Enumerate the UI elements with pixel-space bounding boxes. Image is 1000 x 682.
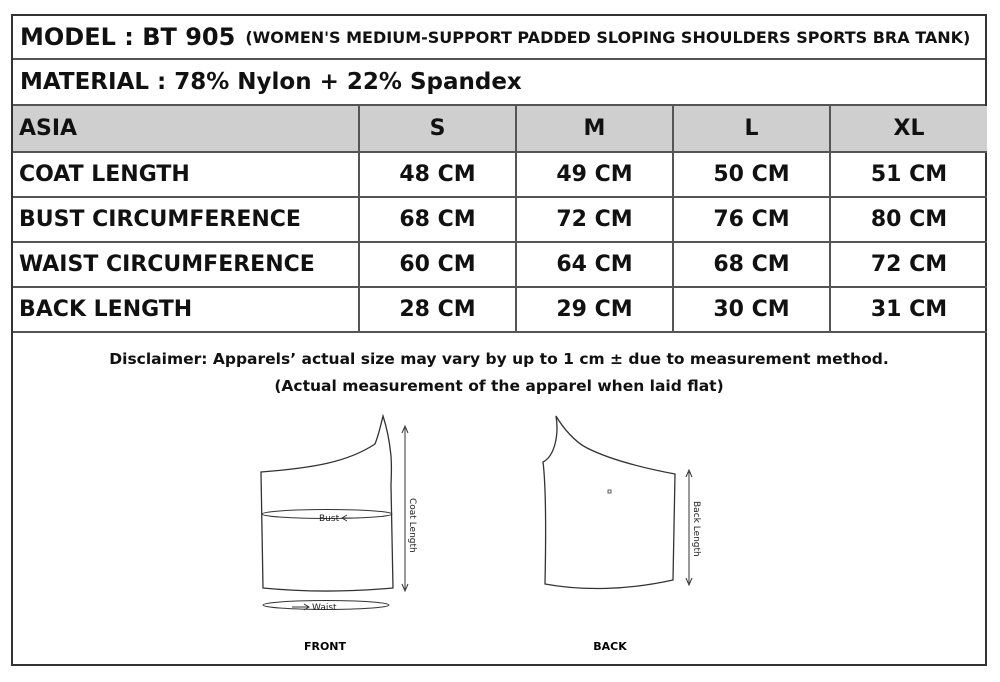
- table-cell: 68 CM: [359, 197, 516, 242]
- table-cell: 72 CM: [516, 197, 673, 242]
- column-header: XL: [830, 106, 987, 152]
- material-text: MATERIAL : 78% Nylon + 22% Spandex: [20, 69, 522, 95]
- table-cell: 31 CM: [830, 287, 987, 332]
- table-cell: 29 CM: [516, 287, 673, 332]
- row-label: BUST CIRCUMFERENCE: [13, 197, 359, 242]
- table-cell: 49 CM: [516, 152, 673, 197]
- row-label: WAIST CIRCUMFERENCE: [13, 242, 359, 287]
- disclaimer-note: (Actual measurement of the apparel when laid flat): [274, 377, 724, 395]
- table-cell: 50 CM: [673, 152, 830, 197]
- column-header: ASIA: [13, 106, 359, 152]
- front-garment: [261, 416, 408, 610]
- back-length-label: Back Length: [691, 501, 701, 557]
- table-cell: 76 CM: [673, 197, 830, 242]
- bust-label: Bust: [319, 514, 340, 524]
- table-cell: 48 CM: [359, 152, 516, 197]
- size-chart-frame: [11, 14, 987, 666]
- table-cell: 68 CM: [673, 242, 830, 287]
- table-cell: 72 CM: [830, 242, 987, 287]
- waist-label: Waist: [312, 603, 337, 613]
- front-caption: FRONT: [303, 640, 347, 653]
- column-header: S: [359, 106, 516, 152]
- back-garment: [543, 416, 692, 589]
- table-cell: 28 CM: [359, 287, 516, 332]
- back-caption: BACK: [593, 640, 627, 653]
- garment-diagram: [13, 16, 985, 664]
- table-cell: 60 CM: [359, 242, 516, 287]
- row-label: BACK LENGTH: [13, 287, 359, 332]
- table-cell: 51 CM: [830, 152, 987, 197]
- model-title: MODEL : BT 905: [20, 23, 236, 51]
- column-header: M: [516, 106, 673, 152]
- column-header: L: [673, 106, 830, 152]
- coat-length-label: Coat Length: [407, 498, 417, 553]
- model-description: (WOMEN'S MEDIUM-SUPPORT PADDED SLOPING SHOULDERS SPORTS BRA TANK): [245, 27, 971, 47]
- table-cell: 30 CM: [673, 287, 830, 332]
- row-label: COAT LENGTH: [13, 152, 359, 197]
- disclaimer-line: Disclaimer: Apparels’ actual size may vary by up to 1 cm ± due to measurement method.: [109, 350, 889, 368]
- table-cell: 64 CM: [516, 242, 673, 287]
- table-cell: 80 CM: [830, 197, 987, 242]
